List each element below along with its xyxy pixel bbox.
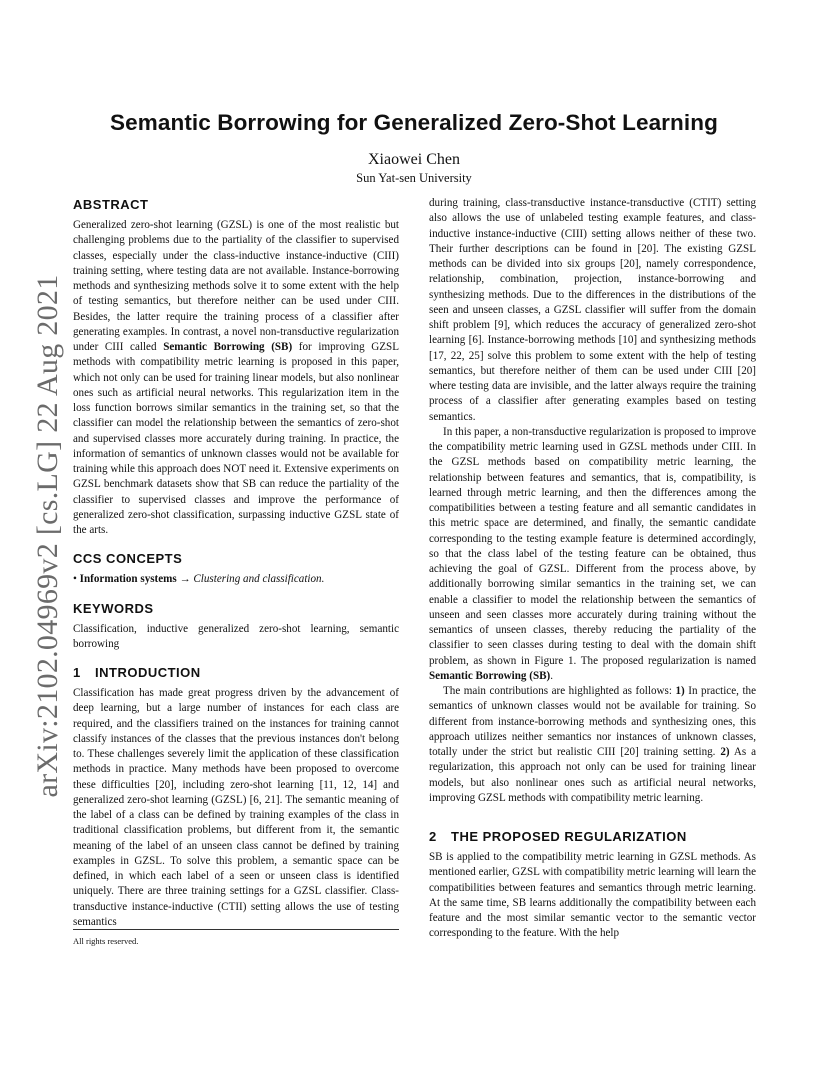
intro-paragraph-3 <box>429 684 756 806</box>
section2-number: 2 <box>429 829 437 844</box>
intro-p2-bold-term: Semantic Borrowing (SB) <box>429 669 551 682</box>
intro-heading <box>73 664 399 682</box>
contribution-2-marker: 2) <box>720 746 730 758</box>
keywords-text: Classification, inductive generalized zero-shot learning, semantic borrowing <box>73 622 399 650</box>
intro-p2-text: In this paper, a non-transductive regularization is proposed to improve the compatibility metric learning used in GZSL methods under CIII. In the GZSL methods based on compatibility metric learning, the relationship between features and semantics, that is, compatibility, is learned through metric learning, and then the differences among the compatibilities between a testing feature and all semantic candidates in this metric space are determined, and finally, the semantic candidate corresponding to the testing example feature is determined accordingly, so that the class label of the testing feature can be obtained, thus achieving the goal of GZSL. Different from the process above, by additionally borrowing similar semantics in the training set, we can enable a classifier to model the relationship between the semantics of unseen and seen classes more accurately during training without the semantics of unseen classes, thereby reducing the partiality of the classifier to seen classes during testing to deal with the domain shift problem, as shown in Figure 1. The proposed regularization is named <box>429 425 756 667</box>
ccs-arrow: → <box>179 573 191 586</box>
author-name: Xiaowei Chen <box>368 151 460 168</box>
ccs-italic-term: Clustering and classification. <box>193 573 325 586</box>
keywords-heading: KEYWORDS <box>73 600 154 616</box>
intro-p2-end: . <box>550 669 553 682</box>
author-affiliation: Sun Yat-sen University <box>356 171 472 185</box>
abstract-paragraph <box>73 218 399 538</box>
paper-title: Semantic Borrowing for Generalized Zero-Shot Learning <box>110 110 718 135</box>
arxiv-identifier-stamp: arXiv:2102.04969v2 [cs.LG] 22 Aug 2021 <box>31 274 64 798</box>
intro-section-number: 1 <box>73 665 81 680</box>
ccs-bold-term: Information systems <box>79 573 177 586</box>
intro-p3-text-a: The main contributions are highlighted as follows: <box>443 685 676 697</box>
section2-paragraph: SB is applied to the compatibility metric learning in GZSL methods. As mentioned earlier, GZSL with compatibility metric learning will learn the compatibilities between features and semantics through metric learning. At the same time, SB learns additionally the compatibility between each feature and the most similar semantic vector to the semantic vector corresponding to the feature. With the help <box>429 851 756 940</box>
contribution-1-marker: 1) <box>675 685 685 697</box>
footnote-text: All rights reserved. <box>73 936 139 946</box>
intro-paragraph-1-continued: during training, class-transductive instance-transductive (CTIT) setting also allows the use of unlabeled testing example features, and class-inductive instance-inductive (CIII) setting allows neither of these two. Their further descriptions can be found in [20]. The existing GZSL methods can be divided into six groups [20], namely correspondence, relationship, combination, projection, instance-borrowing and synthesizing methods. Due to the differences in the distributions of the seen and unseen classes, a GZSL classifier will suffer from the domain shift problem [9], which reduces the accuracy of generalized zero-shot learning [6]. Instance-borrowing methods [10] and synthesizing methods [17, 22, 25] solve this problem to some extent with the help of testing semantics, but therefore neither of them can be used under CIII [20] where testing data are invisible, and the latter always require the training process of a classifier after generating examples based on testing semantics. <box>429 197 756 423</box>
abstract-heading: ABSTRACT <box>73 197 149 212</box>
ccs-paragraph <box>73 572 399 587</box>
intro-paragraph-2 <box>429 425 756 684</box>
intro-p3-text-b: In practice, the semantics of unknown classes would not be available for training. So different from instance-borrowing methods and synthesizing ones, this approach utilizes neither semantics nor instances of unknown classes, totally under the strict but realistic CIII [20] training setting. <box>429 685 756 758</box>
abstract-text-part1: Generalized zero-shot learning (GZSL) is one of the most realistic but challenging problems due to the partiality of the classifier to supervised classes, especially under the class-inductive instance-inductive (CIII) training setting, where testing data are not available. Instance-borrowing methods and synthesizing methods solve it to some extent with the help of testing semantics, but therefore neither can be used under CIII. Besides, the latter require the training process of a classifier after generating examples. In contrast, a novel non-transductive regularization under CIII called <box>73 219 399 353</box>
section2-heading-text: THE PROPOSED REGULARIZATION <box>451 829 687 844</box>
left-column <box>73 196 399 930</box>
intro-heading-text: INTRODUCTION <box>95 665 201 680</box>
abstract-bold-term: Semantic Borrowing (SB) <box>163 341 293 353</box>
intro-paragraph-1: Classification has made great progress driven by the advancement of deep learning, but a large number of instances for each class are required, and the classifiers trained on the instances for training cannot classify instances of the classes that the previous instances don't belong to. These challenges severely limit the application of these classification methods in practice. Many methods have been proposed to overcome these difficulties [20], including zero-shot learning [11, 12, 14] and generalized zero-shot learning (GZSL) [6, 21]. The semantic meaning of the label of a class can be defined by training examples of the class in traditional classification problems, but different from it, the semantic meaning of the label of an unseen class cannot be defined by training examples in GZSL. To solve this problem, a semantic space can be defined, in which each label of a seen or unseen class is identified uniquely. There are three training settings for a GZSL classifier. Class-transductive instance-inductive (CTII) setting allows the use of testing semantics <box>73 687 399 928</box>
abstract-text-part2: for improving GZSL methods with compatibility metric learning is proposed in this paper, which not only can be used for training linear models, but also nonlinear ones such as artificial neural networks. This regularization item in the loss function borrows similar semantics in the training set, so that the classifier can model the relationship between the semantics of zero-shot and supervised classes more accurately during training. In practice, the information of semantics of unknown classes would not be available for training while this approach does NOT need it. Extensive experiments on GZSL benchmark datasets show that SB can reduce the partiality of the classifier to supervised classes and improve the performance of generalized zero-shot classification, surpassing inductive GZSL state of the arts. <box>73 341 399 536</box>
right-column <box>429 196 756 942</box>
footnote-rule <box>73 929 399 930</box>
ccs-heading: CCS CONCEPTS <box>73 551 183 567</box>
ccs-bullet: • <box>73 573 77 586</box>
section2-heading <box>429 828 756 846</box>
intro-p3-text-c: As a regularization, this approach not only can be used for training linear models, but also nonlinear ones such as artificial neural networks, improving GZSL methods with compatibility metric learning. <box>429 746 756 804</box>
